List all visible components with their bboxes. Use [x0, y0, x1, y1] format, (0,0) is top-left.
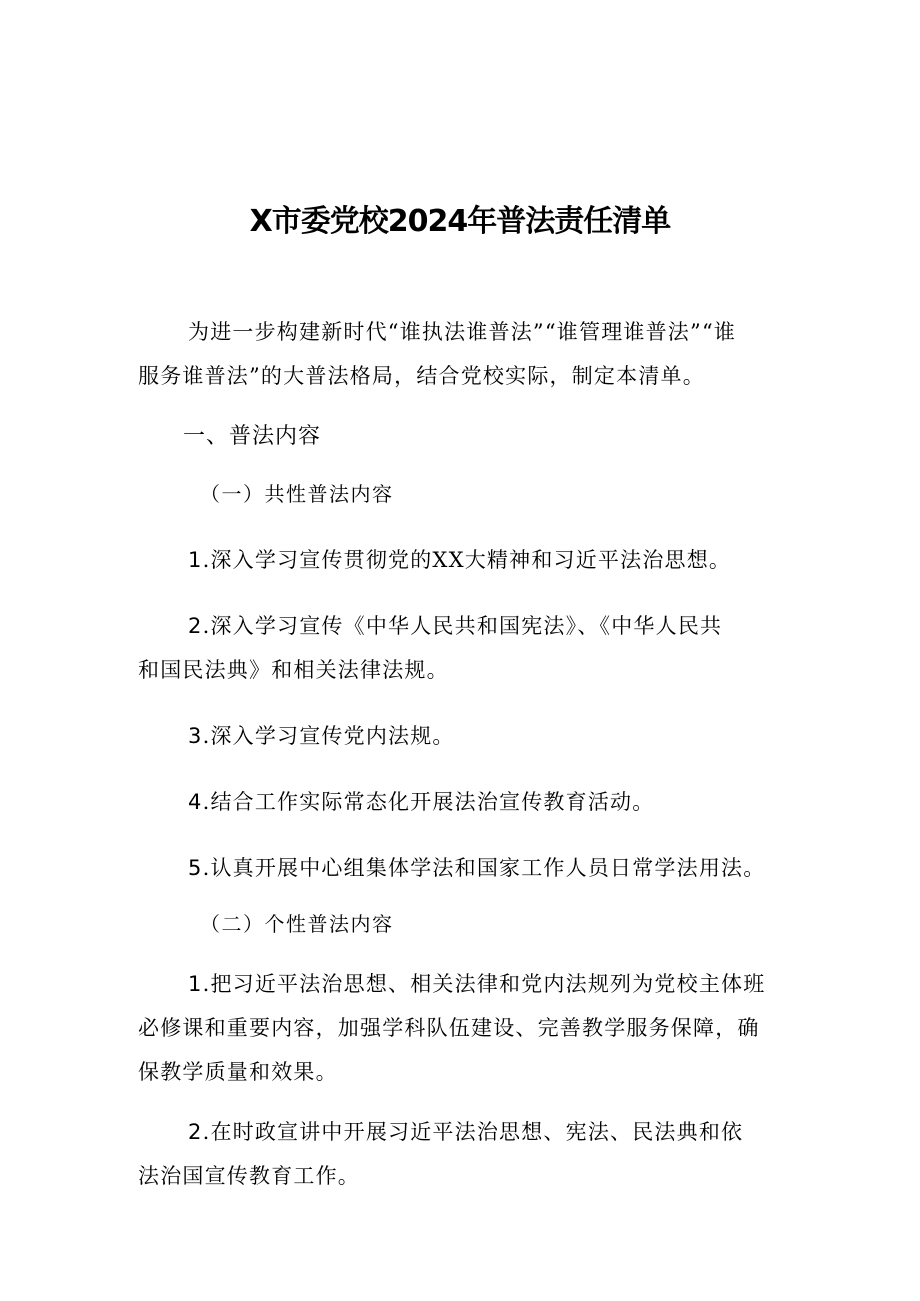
item-number: 2: [188, 1120, 203, 1144]
item-text: .深入学习宣传贯彻党的XX大精神和习近平法治思想。: [202, 548, 732, 572]
item-text: .深入学习宣传党内法规。: [202, 724, 455, 748]
specific-item-2: [138, 1110, 788, 1198]
item-text: .认真开展中心组集体学法和国家工作人员日常学法用法。: [202, 856, 766, 880]
item-text: .结合工作实际常态化开展法治宣传教育活动。: [202, 790, 655, 814]
document-title: X市委党校2024年普法责任清单: [249, 204, 671, 239]
common-item-1: [138, 538, 788, 582]
item-number: 1: [188, 548, 203, 572]
common-item-5: [138, 846, 788, 890]
intro-line-1: 为进一步构建新时代“谁执法谁普法”“谁管理谁普法”“谁: [188, 320, 737, 344]
item-text: .把习近平法治思想、相关法律和党内法规列为党校主体班: [202, 972, 766, 996]
item-number: 2: [188, 614, 203, 638]
item-number: 3: [188, 724, 203, 748]
subsection-heading-1: （一）共性普法内容: [200, 482, 394, 506]
item-number: 5: [188, 856, 203, 880]
item-text: .在时政宣讲中开展习近平法治思想、宪法、民法典和依: [202, 1120, 744, 1144]
common-item-3: [138, 714, 788, 758]
item-text-cont: 保教学质量和效果。: [138, 1060, 338, 1084]
common-item-2: [138, 604, 788, 692]
subsection-heading-2: （二）个性普法内容: [200, 912, 394, 936]
intro-paragraph: [138, 310, 788, 398]
item-number: 4: [188, 790, 203, 814]
intro-line-2: 服务谁普法”的大普法格局，结合党校实际，制定本清单。: [138, 364, 705, 388]
specific-item-1: [138, 962, 788, 1094]
section-heading-1: 一、普法内容: [183, 424, 322, 449]
item-text-cont: 和国民法典》和相关法律法规。: [138, 658, 449, 682]
item-text-cont: 法治国宣传教育工作。: [138, 1164, 360, 1188]
common-item-4: [138, 780, 788, 824]
item-text: .深入学习宣传《中华人民共和国宪法》、《中华人民共: [202, 614, 723, 638]
item-number: 1: [188, 972, 203, 996]
item-text-cont: 必修课和重要内容，加强学科队伍建设、完善教学服务保障，确: [138, 1016, 760, 1040]
